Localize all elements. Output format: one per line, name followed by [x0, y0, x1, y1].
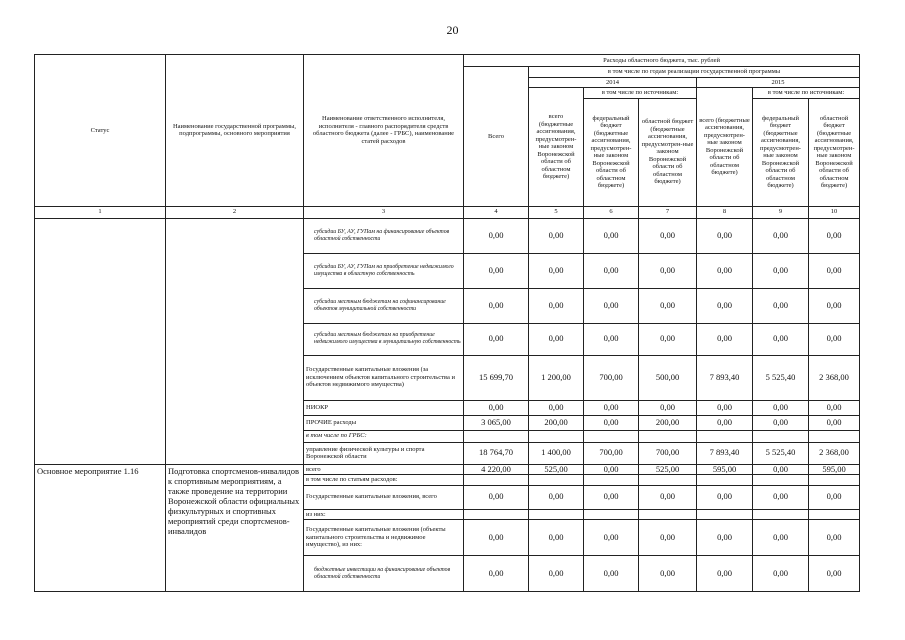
value-cell: 0,00	[639, 253, 697, 288]
value-cell	[753, 475, 809, 486]
value-cell: 1 400,00	[529, 442, 584, 464]
column-numbers-row	[35, 206, 860, 218]
header-2015-reg: областной бюджет (бюджетные ассигнования, предусмотрен-ные законом Воронежской области об областном бюджете)	[809, 98, 860, 206]
value-cell: 0,00	[529, 323, 584, 355]
value-cell	[584, 430, 639, 442]
measure-status: Основное мероприятие 1.16	[35, 464, 166, 592]
value-cell: 0,00	[529, 218, 584, 253]
value-cell: 0,00	[753, 323, 809, 355]
value-cell: 700,00	[584, 355, 639, 400]
value-cell: 5 525,40	[753, 355, 809, 400]
value-cell: 0,00	[529, 520, 584, 556]
value-cell: 0,00	[639, 520, 697, 556]
value-cell: 500,00	[639, 355, 697, 400]
value-cell: 0,00	[697, 288, 753, 323]
page-number: 20	[446, 23, 459, 37]
row-label: из них:	[304, 509, 464, 520]
value-cell	[584, 509, 639, 520]
value-cell: 0,00	[584, 520, 639, 556]
col-number: 7	[639, 206, 697, 218]
row-label: субсидии БУ, АУ, ГУПам на приобретение недвижимого имущества в областную собственность	[304, 253, 464, 288]
row-label: бюджетные инвестиции на финансирование объектов областной собственности	[304, 556, 464, 592]
row-label: Государственные капитальные вложения (объекты капитального строительства и недвижимое имущество), из них:	[304, 520, 464, 556]
value-cell	[697, 475, 753, 486]
value-cell: 0,00	[584, 556, 639, 592]
row-label: Государственные капитальные вложения, всего	[304, 485, 464, 509]
value-cell: 0,00	[639, 485, 697, 509]
header-by-years: в том числе по годам реализации государственной программы	[529, 67, 860, 78]
row-label: в том числе по ГРБС:	[304, 430, 464, 442]
col-number: 9	[753, 206, 809, 218]
value-cell: 700,00	[584, 442, 639, 464]
row-label: ПРОЧИЕ расходы	[304, 415, 464, 430]
value-cell: 0,00	[697, 556, 753, 592]
value-cell: 0,00	[464, 556, 529, 592]
value-cell: 700,00	[639, 442, 697, 464]
value-cell	[639, 475, 697, 486]
col-number: 2	[166, 206, 304, 218]
value-cell: 0,00	[464, 520, 529, 556]
header-2015-fed: федеральный бюджет (бюджетные ассигнования, предусмотрен-ные законом Воронежской области об областном бюджете)	[753, 98, 809, 206]
value-cell: 0,00	[464, 218, 529, 253]
header-total: Всего	[464, 67, 529, 207]
value-cell: 0,00	[753, 485, 809, 509]
value-cell	[809, 509, 860, 520]
value-cell: 0,00	[809, 520, 860, 556]
value-cell: 0,00	[753, 464, 809, 475]
value-cell: 0,00	[697, 253, 753, 288]
value-cell	[753, 509, 809, 520]
row-label: субсидии местным бюджетам на приобретение недвижимого имущества в муниципальную собственность	[304, 323, 464, 355]
value-cell: 0,00	[753, 218, 809, 253]
value-cell: 0,00	[697, 323, 753, 355]
value-cell: 0,00	[809, 323, 860, 355]
row-label: субсидии БУ, АУ, ГУПам на финансирование объектов областной собственности	[304, 218, 464, 253]
value-cell	[639, 430, 697, 442]
col-number: 6	[584, 206, 639, 218]
value-cell	[809, 475, 860, 486]
value-cell: 15 699,70	[464, 355, 529, 400]
value-cell: 0,00	[697, 218, 753, 253]
value-cell	[697, 430, 753, 442]
value-cell: 0,00	[753, 253, 809, 288]
col-number: 3	[304, 206, 464, 218]
value-cell: 525,00	[639, 464, 697, 475]
value-cell: 7 893,40	[697, 442, 753, 464]
value-cell: 2 368,00	[809, 442, 860, 464]
value-cell	[464, 509, 529, 520]
value-cell	[584, 475, 639, 486]
value-cell: 0,00	[809, 556, 860, 592]
value-cell: 0,00	[753, 520, 809, 556]
value-cell: 200,00	[639, 415, 697, 430]
value-cell	[639, 509, 697, 520]
header-2014-total: всего (бюджетные ассигнования, предусмотрен-ные законом Воронежской области об областном бюджете)	[529, 88, 584, 207]
name-cell-empty	[166, 218, 304, 464]
col-number: 5	[529, 206, 584, 218]
value-cell: 0,00	[639, 400, 697, 415]
value-cell: 0,00	[584, 323, 639, 355]
value-cell: 0,00	[753, 288, 809, 323]
table-row	[35, 218, 860, 253]
header-2014-reg: областной бюджет (бюджетные ассигнования, предусмотрен-ные законом Воронежской области об областном бюджете)	[639, 98, 697, 206]
value-cell: 200,00	[529, 415, 584, 430]
value-cell: 0,00	[697, 485, 753, 509]
value-cell: 0,00	[584, 218, 639, 253]
header-program-name: Наименование государственной программы, подпрограммы, основного мероприятия	[166, 55, 304, 207]
row-label: Государственные капитальные вложения (за исключением объектов капитального строительства и объектов недвижимого имущества)	[304, 355, 464, 400]
value-cell: 0,00	[529, 556, 584, 592]
value-cell: 0,00	[809, 253, 860, 288]
value-cell: 0,00	[639, 556, 697, 592]
header-expenses: Расходы областного бюджета, тыс. рублей	[464, 55, 860, 67]
col-number: 10	[809, 206, 860, 218]
value-cell: 0,00	[584, 288, 639, 323]
header-2014-fed: федеральный бюджет (бюджетные ассигнования, предусмотрен-ные законом Воронежской области об областном бюджете)	[584, 98, 639, 206]
value-cell: 0,00	[809, 415, 860, 430]
header-status: Статус	[35, 55, 166, 207]
value-cell: 18 764,70	[464, 442, 529, 464]
value-cell: 595,00	[697, 464, 753, 475]
value-cell: 0,00	[584, 415, 639, 430]
header-year-2014: 2014	[529, 77, 697, 88]
value-cell	[464, 475, 529, 486]
value-cell: 0,00	[639, 288, 697, 323]
value-cell: 3 065,00	[464, 415, 529, 430]
value-cell: 2 368,00	[809, 355, 860, 400]
value-cell: 0,00	[464, 485, 529, 509]
value-cell: 0,00	[529, 485, 584, 509]
value-cell	[809, 430, 860, 442]
value-cell: 0,00	[697, 520, 753, 556]
value-cell: 0,00	[584, 464, 639, 475]
row-label: НИОКР	[304, 400, 464, 415]
value-cell: 4 220,00	[464, 464, 529, 475]
value-cell: 0,00	[529, 288, 584, 323]
value-cell	[753, 430, 809, 442]
value-cell: 525,00	[529, 464, 584, 475]
value-cell: 0,00	[464, 400, 529, 415]
value-cell: 595,00	[809, 464, 860, 475]
header-2015-sources: в том числе по источникам:	[753, 88, 860, 99]
value-cell	[529, 475, 584, 486]
value-cell: 0,00	[529, 400, 584, 415]
value-cell	[529, 509, 584, 520]
value-cell: 5 525,40	[753, 442, 809, 464]
value-cell: 0,00	[464, 253, 529, 288]
value-cell: 0,00	[639, 218, 697, 253]
budget-table	[34, 54, 860, 592]
header-2015-total: всего (бюджетные ассигнования, предусмотрен-ные законом Воронежской области об областном бюджете)	[697, 88, 753, 207]
value-cell: 0,00	[809, 400, 860, 415]
value-cell: 7 893,40	[697, 355, 753, 400]
value-cell: 0,00	[809, 485, 860, 509]
col-number: 4	[464, 206, 529, 218]
value-cell: 0,00	[464, 288, 529, 323]
value-cell: 0,00	[639, 323, 697, 355]
value-cell: 0,00	[809, 218, 860, 253]
header-executor: Наименование ответственного исполнителя, исполнителя - главного распорядителя средств областного бюджета (далее - ГРБС), наименование статей расходов	[304, 55, 464, 207]
value-cell	[464, 430, 529, 442]
value-cell: 0,00	[809, 288, 860, 323]
value-cell	[697, 509, 753, 520]
col-number: 1	[35, 206, 166, 218]
value-cell: 0,00	[753, 400, 809, 415]
value-cell: 1 200,00	[529, 355, 584, 400]
header-2014-sources: в том числе по источникам:	[584, 88, 697, 99]
value-cell: 0,00	[584, 485, 639, 509]
row-label: в том числе по статьям расходов:	[304, 475, 464, 486]
value-cell	[529, 430, 584, 442]
value-cell: 0,00	[697, 400, 753, 415]
value-cell: 0,00	[529, 253, 584, 288]
header-year-2015: 2015	[697, 77, 860, 88]
value-cell: 0,00	[584, 253, 639, 288]
row-label: субсидии местным бюджетам на софинансирование объектов муниципальной собственности	[304, 288, 464, 323]
row-label: всего	[304, 464, 464, 475]
table-row	[35, 464, 860, 475]
value-cell: 0,00	[464, 323, 529, 355]
row-label: управление физической культуры и спорта Воронежской области	[304, 442, 464, 464]
measure-name: Подготовка спортсменов-инвалидов к спортивным мероприятиям, а также проведение на территории Воронежской области официальных физкультурных и спортивных мероприятий среди спортсменов-инвалидов	[166, 464, 304, 592]
value-cell: 0,00	[753, 556, 809, 592]
status-cell-empty	[35, 218, 166, 464]
value-cell: 0,00	[697, 415, 753, 430]
value-cell: 0,00	[584, 400, 639, 415]
value-cell: 0,00	[753, 415, 809, 430]
col-number: 8	[697, 206, 753, 218]
